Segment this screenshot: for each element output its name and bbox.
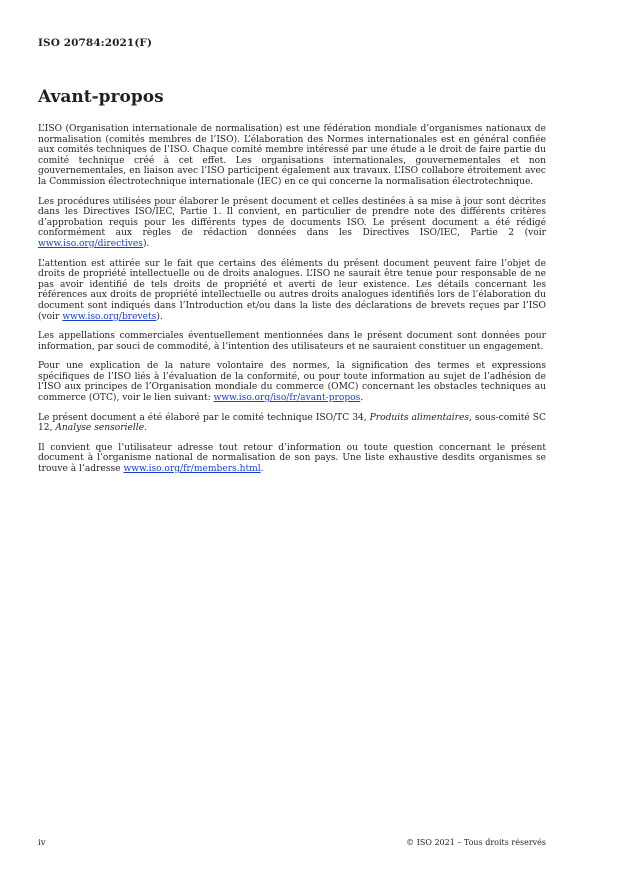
patents-link[interactable]: www.iso.org/brevets: [62, 311, 157, 322]
paragraph-text-end: .: [260, 464, 264, 475]
paragraph-feedback: [38, 443, 546, 475]
paragraph-text: Il convient que l’utilisateur adresse tout retour d’information ou toute question concernant le présent document à l’organisme national de normalisation de son pays. Une liste exhaustive desdits organismes se trouve à l’adresse: [38, 442, 546, 475]
paragraph-trade-names: [38, 331, 546, 352]
page-number: iv: [38, 838, 46, 848]
paragraph-text-mid: , sous-comité SC 12,: [38, 412, 546, 434]
foreword-body: [38, 124, 546, 484]
paragraph-text: Pour une explication de la nature volontaire des normes, la signification des termes et expressions spécifiques de l’ISO liés à l’évaluation de la conformité, ou pour toute information au sujet de l’adhésion de l’ISO aux principes de l’Organisation mondiale du commerce (OMC) concernant les obstacles techniques au commerce (OTC), voir le lien suivant:: [38, 361, 546, 404]
page-title: Avant-propos: [38, 87, 164, 107]
copyright-notice: © ISO 2021 – Tous droits réservés: [406, 838, 546, 847]
paragraph-text: Les procédures utilisées pour élaborer le présent document et celles destinées à sa mise à jour sont décrites dans les Directives ISO/IEC, Partie 1. Il convient, en particulier de prendre note des différents critères d’approbation requis pour les différents types de documents ISO. Le présent document a été rédigé conformément aux règles de rédaction données dans les Directives ISO/IEC, Partie 2 (voir: [38, 196, 546, 239]
paragraph-text: L’attention est attirée sur le fait que certains des éléments du présent document peuvent faire l’objet de droits de propriété intellectuelle ou de droits analogues. L’ISO ne saurait être tenue pour responsable de ne pas avoir identifié de tels droits de propriété et averti de leur existence. Les détails concernant les références aux droits de propriété intellectuelle ou autres droits analogues identifiés lors de l’élaboration du document sont indiqués dans l’Introduction et/ou dans la liste des déclarations de brevets reçues par l’ISO (voir: [38, 258, 546, 322]
paragraph-iso-intro: [38, 124, 546, 188]
committee-name: Produits alimentaires: [369, 412, 470, 423]
paragraph-patents: [38, 259, 546, 323]
paragraph-procedures: [38, 197, 546, 250]
document-identifier: ISO 20784:2021(F): [38, 37, 153, 49]
paragraph-text-end: .: [144, 423, 147, 434]
directives-link[interactable]: www.iso.org/directives: [38, 238, 143, 249]
paragraph-text: Les appellations commerciales éventuellement mentionnées dans le présent document sont données pour information, par souci de commodité, à l’intention des utilisateurs et ne sauraient constituer un engagement.: [38, 331, 546, 352]
subcommittee-name: Analyse sensorielle: [55, 423, 145, 434]
paragraph-voluntary-nature: [38, 361, 546, 403]
paragraph-text: Le présent document a été élaboré par le comité technique ISO/TC 34,: [38, 412, 370, 423]
paragraph-text: L’ISO (Organisation internationale de normalisation) est une fédération mondiale d’organismes nationaux de normalisation (comités membres de l’ISO). L’élaboration des Normes internationales est en général confiée aux comités techniques de l’ISO. Chaque comité membre intéressé par une étude a le droit de faire partie du comité technique créé à cet effet. Les organisations internationales, gouvernementales et non gouvernementales, en liaison avec l’ISO participent également aux travaux. L’ISO collabore étroitement avec la Commission électrotechnique internationale (IEC) en ce qui concerne la normalisation électrotechnique.: [38, 124, 546, 187]
paragraph-text-end: ).: [142, 238, 150, 249]
paragraph-text-end: .: [360, 393, 364, 404]
foreword-link[interactable]: www.iso.org/iso/fr/avant-propos: [213, 393, 361, 404]
paragraph-text-end: ).: [156, 311, 163, 322]
members-link[interactable]: www.iso.org/fr/members.html: [123, 464, 261, 475]
paragraph-committee: [38, 413, 546, 434]
